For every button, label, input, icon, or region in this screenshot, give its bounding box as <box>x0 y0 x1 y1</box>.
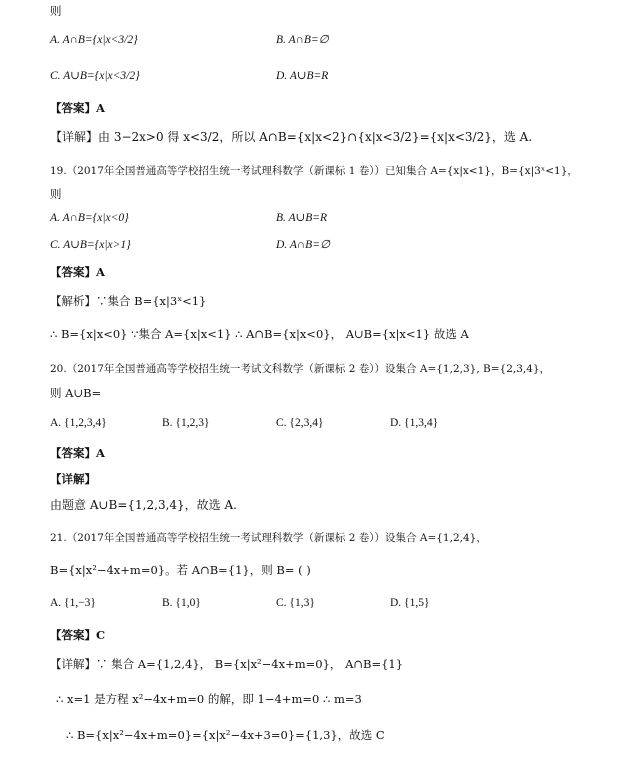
option-c: C. {2,3,4} <box>276 417 324 429</box>
option-a: A. A∩B={x|x<3/2} <box>50 34 138 46</box>
option-a: A. A∩B={x|x<0} <box>50 212 129 224</box>
answer-label: 【答案】A <box>50 265 105 279</box>
option-c: C. {1,3} <box>276 597 315 609</box>
option-b: B. {1,2,3} <box>162 417 210 429</box>
text-line: 则 <box>50 187 62 201</box>
answer-label: 【答案】A <box>50 446 105 460</box>
option-b: B. A∪B=R <box>276 212 328 224</box>
text-line: 则 A∪B= <box>50 386 102 400</box>
solution-step: ∴ B={x|x²−4x+m=0}={x|x²−4x+3=0}={1,3}，故选 C <box>66 728 385 742</box>
option-d: D. A∪B=R <box>276 70 329 82</box>
detail-label: 【详解】 <box>50 472 96 486</box>
analysis-line: 【解析】∵集合 B={x|3ˣ<1} <box>50 294 207 308</box>
option-b: B. {1,0} <box>162 597 201 609</box>
question-stem: 19.（2017年全国普通高等学校招生统一考试理科数学（新课标 1 卷））已知集合 A={x|x<1}，B={x|3ˣ<1}， <box>50 165 578 177</box>
answer-label: 【答案】A <box>50 101 105 115</box>
detail-line: 【详解】∵ 集合 A={1,2,4}， B={x|x²−4x+m=0}， A∩B={1} <box>50 657 404 671</box>
option-c: C. A∪B={x|x>1} <box>50 239 131 251</box>
text-line: 则 <box>50 4 62 18</box>
option-c: C. A∪B={x|x<3/2} <box>50 70 140 82</box>
answer-label: 【答案】C <box>50 628 106 642</box>
option-a: A. {1,−3} <box>50 597 96 609</box>
solution-step: ∴ x=1 是方程 x²−4x+m=0 的解，即 1−4+m=0 ∴ m=3 <box>56 692 362 706</box>
option-d: D. {1,3,4} <box>390 417 439 429</box>
detail-line: 由题意 A∪B={1,2,3,4}，故选 A. <box>50 498 237 512</box>
option-b: B. A∩B=∅ <box>276 34 329 46</box>
conclusion-line: ∴ B={x|x<0} ∵集合 A={x|x<1} ∴ A∩B={x|x<0}， A∪B={x|x<1} 故选 A <box>50 327 469 341</box>
option-a: A. {1,2,3,4} <box>50 417 107 429</box>
question-stem: 21.（2017年全国普通高等学校招生统一考试理科数学（新课标 2 卷））设集合 A={1,2,4}， <box>50 532 487 544</box>
option-d: D. {1,5} <box>390 597 430 609</box>
question-stem-continued: B={x|x²−4x+m=0}。若 A∩B={1}，则 B= ( ) <box>50 563 311 577</box>
detail-line: 【详解】由 3−2x>0 得 x<3/2，所以 A∩B={x|x<2}∩{x|x<3/2}={x|x<3/2}，选 A. <box>50 130 533 144</box>
option-d: D. A∩B=∅ <box>276 239 330 251</box>
question-stem: 20.（2017年全国普通高等学校招生统一考试文科数学（新课标 2 卷））设集合 A={1,2,3}, B={2,3,4}， <box>50 363 551 375</box>
